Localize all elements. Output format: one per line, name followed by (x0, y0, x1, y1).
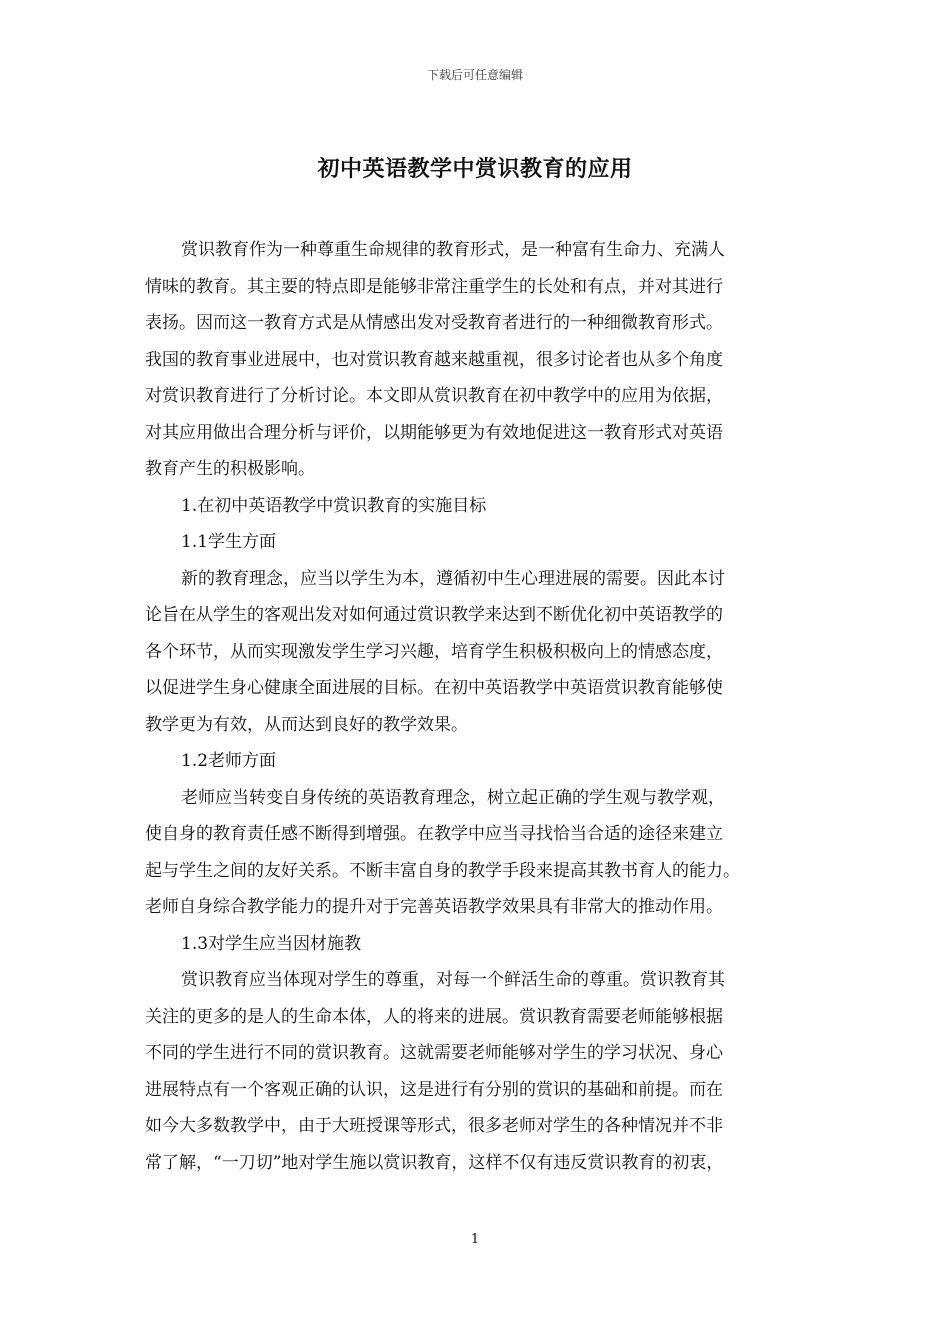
document-body (145, 232, 811, 1181)
paragraph-line: 情味的教育。其主要的特点即是能够非常注重学生的长处和有点，并对其进行 (145, 276, 723, 297)
paragraph-line: 使自身的教育责任感不断得到增强。在教学中应当寻找恰当合适的途径来建立 (145, 824, 723, 844)
page-header: 下载后可任意编辑 (426, 68, 523, 82)
paragraph-line: 1.3对学生应当因材施教 (181, 933, 362, 954)
paragraph-line: 以促进学生身心健康全面进展的目标。在初中英语教学中英语赏识教育能够使 (145, 678, 723, 698)
paragraph-line: 老师自身综合教学能力的提升对于完善英语教学效果具有非常大的推动作用。 (145, 897, 723, 917)
paragraph-line: 1.在初中英语教学中赏识教育的实施目标 (181, 495, 487, 516)
paragraph-line: 表扬。因而这一教育方式是从情感出发对受教育者进行的一种细微教育形式。 (145, 313, 723, 333)
paragraph-line: 如今大多数教学中，由于大班授课等形式，很多老师对学生的各种情况并不非 (145, 1116, 723, 1136)
paragraph-line: 老师应当转变自身传统的英语教育理念，树立起正确的学生观与教学观， (181, 787, 725, 808)
paragraph-line: 赏识教育应当体现对学生的尊重，对每一个鲜活生命的尊重。赏识教育其 (181, 970, 725, 990)
paragraph-line: 1.1学生方面 (181, 532, 277, 552)
paragraph-line: 赏识教育作为一种尊重生命规律的教育形式，是一种富有生命力、充满人 (181, 240, 725, 260)
paragraph-line: 关注的更多的是人的生命本体，人的将来的进展。赏识教育需要老师能够根据 (145, 1006, 723, 1027)
paragraph-line: 不同的学生进行不同的赏识教育。这就需要老师能够对学生的学习状况、身心 (145, 1043, 723, 1063)
paragraph-line: 我国的教育事业进展中，也对赏识教育越来越重视，很多讨论者也从多个角度 (145, 349, 723, 370)
page-number: 1 (470, 1232, 480, 1247)
paragraph-line: 教育产生的积极影响。 (145, 459, 315, 479)
paragraph-line: 起与学生之间的友好关系。不断丰富自身的教学手段来提高其教书育人的能力。 (145, 860, 740, 881)
paragraph-line: 新的教育理念，应当以学生为本，遵循初中生心理进展的需要。因此本讨 (181, 568, 725, 589)
paragraph-line: 1.2老师方面 (181, 751, 277, 771)
paragraph-line: 常了解，“一刀切”地对学生施以赏识教育，这样不仅有违反赏识教育的初衷， (145, 1152, 724, 1173)
paragraph-line: 对赏识教育进行了分析讨论。本文即从赏识教育在初中教学中的应用为依据， (145, 386, 723, 406)
paragraph-line: 进展特点有一个客观正确的认识，这是进行有分别的赏识的基础和前提。而在 (145, 1079, 723, 1100)
paragraph-line: 对其应用做出合理分析与评价，以期能够更为有效地促进这一教育形式对英语 (145, 422, 723, 443)
document-title: 初中英语教学中赏识教育的应用 (317, 156, 633, 182)
paragraph-line: 论旨在从学生的客观出发对如何通过赏识教学来达到不断优化初中英语教学的 (145, 605, 723, 625)
paragraph-line: 各个环节，从而实现激发学生学习兴趣，培育学生积极积极向上的情感态度， (145, 641, 723, 662)
paragraph-line: 教学更为有效，从而达到良好的教学效果。 (145, 714, 468, 735)
